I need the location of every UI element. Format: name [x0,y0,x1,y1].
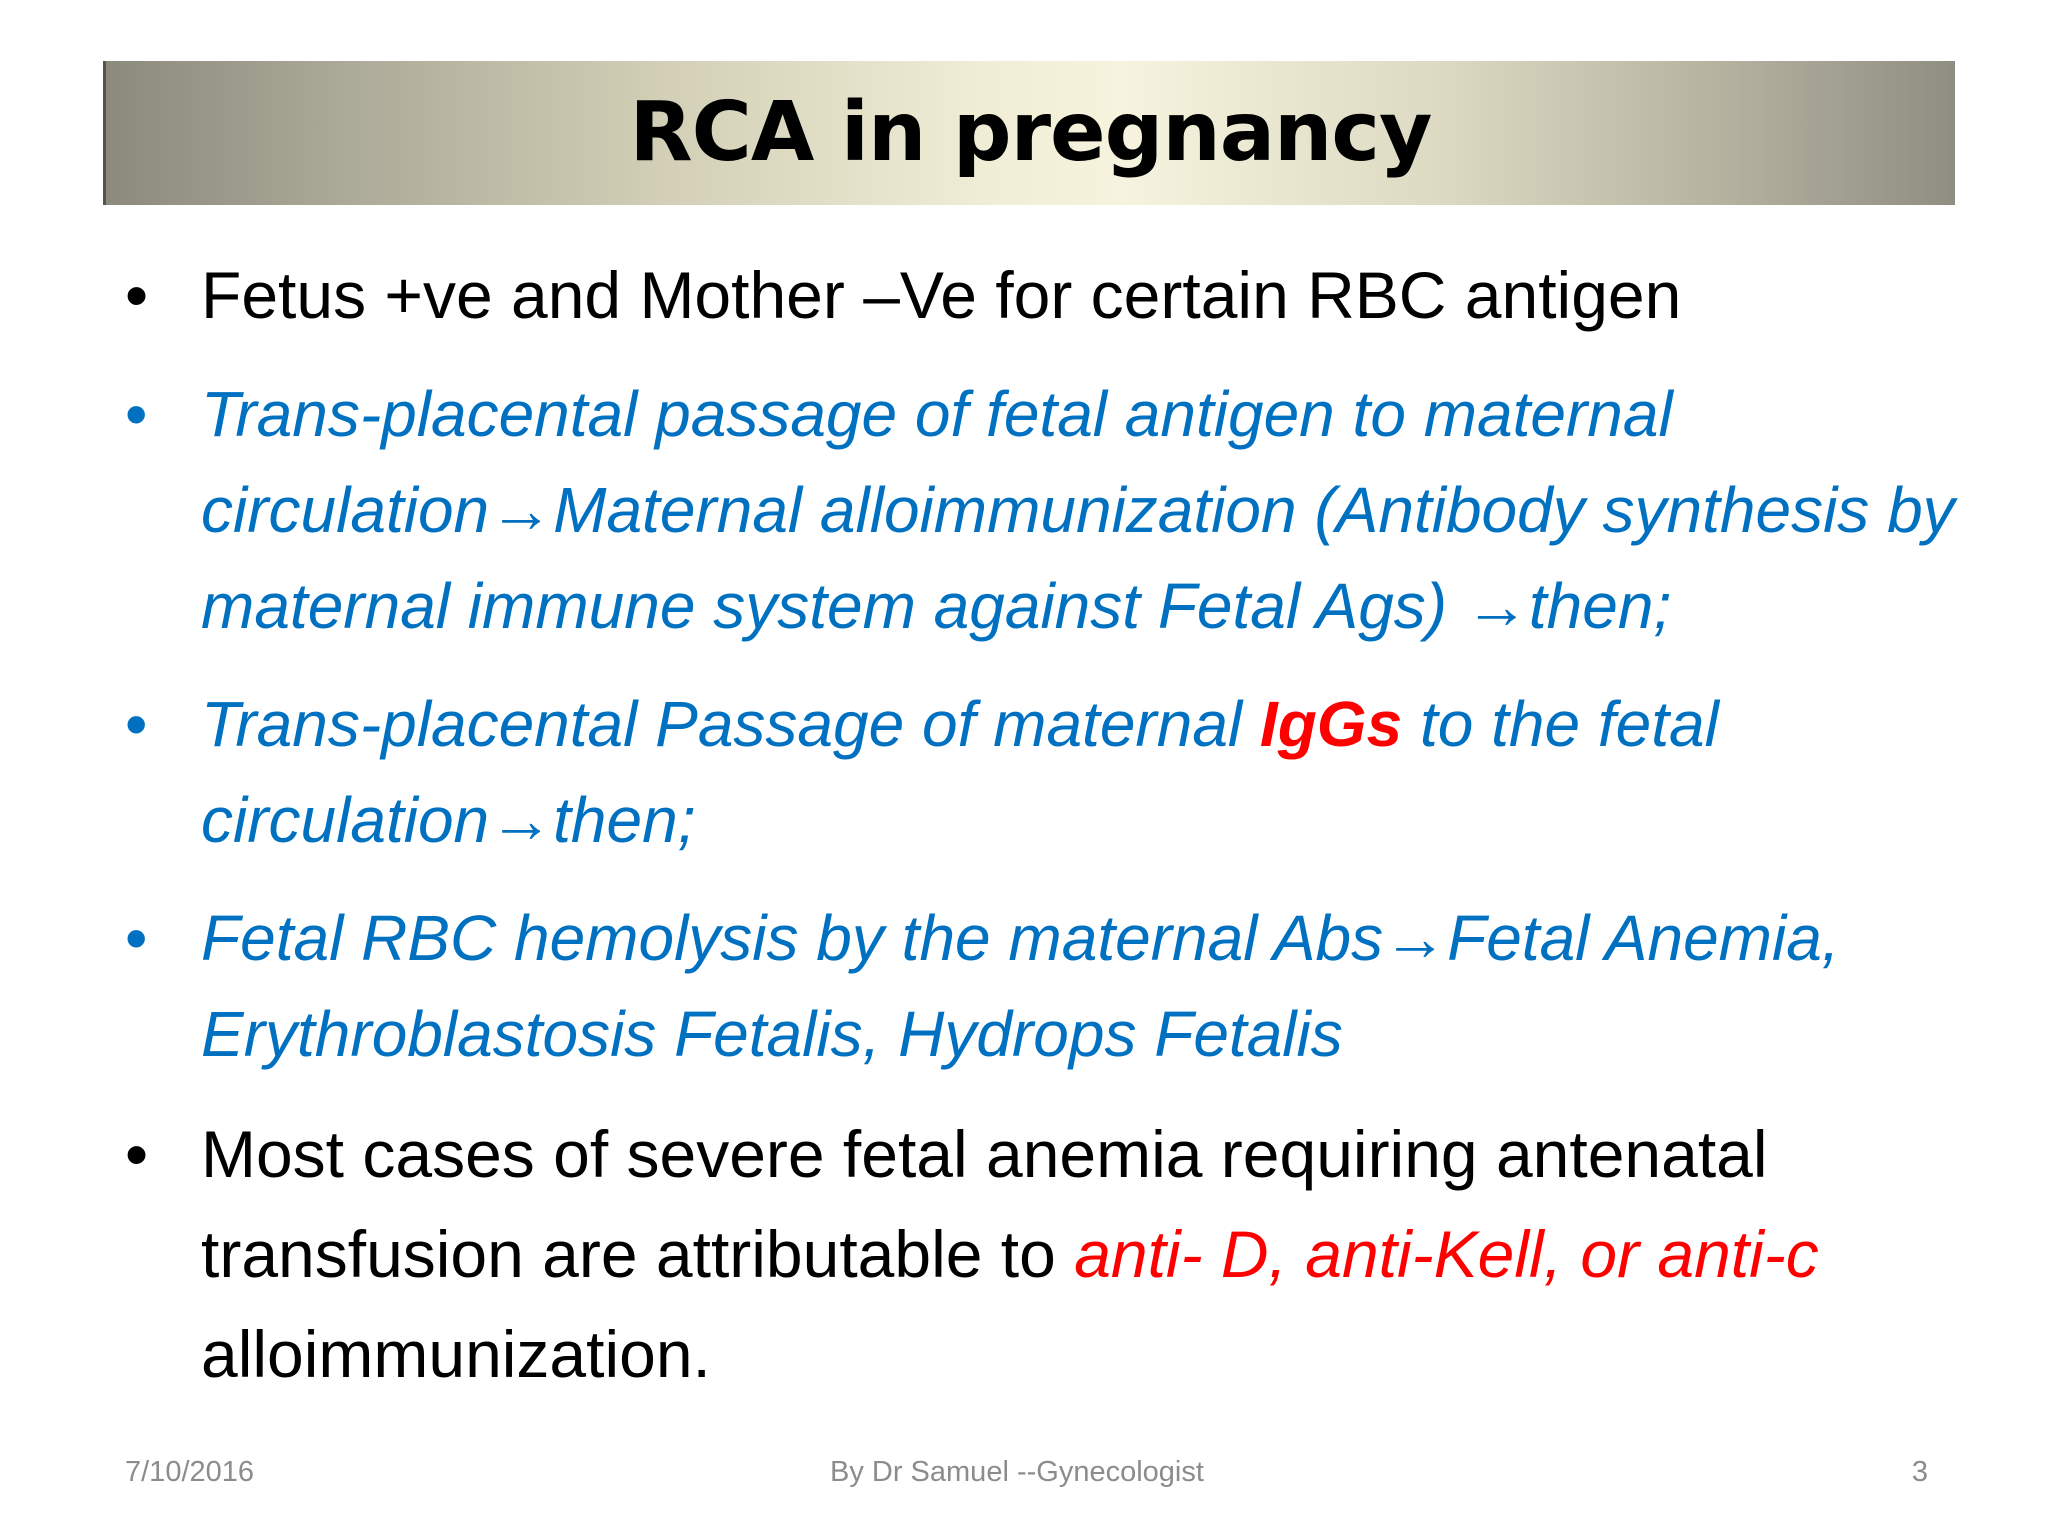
bullet-dot: • [125,258,149,332]
bullet-text-b: to the fetal circulation [201,688,1719,856]
bullet-text-a: Fetal RBC hemolysis by the maternal Abs [201,902,1384,974]
bullet-hemolysis [125,890,1955,1082]
bullet-dot: • [125,902,148,974]
bullet-severe-anemia [125,1104,1955,1404]
bullet-text-a: Most cases of severe fetal anemia requiring antenatal transfusion are attributable to [201,1117,1768,1291]
bullet-fetus-mother [125,248,1955,342]
bullet-text-a: Trans-placental passage of fetal antigen to maternal circulation [201,378,1673,546]
footer-date: 7/10/2016 [125,1456,255,1488]
slide-content [125,248,1955,1404]
bullet-dot: • [125,378,148,450]
bullet-text-c: then; [1528,570,1672,642]
bullet-text-b: alloimmunization. [201,1317,711,1391]
slide-title: RCA in pregnancy [629,85,1432,180]
arrow-right-icon: → [1464,570,1529,642]
bullet-text-b: Maternal alloimmunization (Antibody synthesis by maternal immune system against Fetal Ags) [201,474,1955,642]
footer-page-number: 3 [1911,1456,1928,1488]
bullet-transplacental-antigen [125,366,1955,654]
arrow-right-icon: → [1383,902,1448,974]
title-bar [103,61,1955,205]
bullet-text-c: then; [553,784,696,856]
igg-highlight: IgGs [1259,688,1403,760]
bullet-text-b: Fetal Anemia, Erythroblastosis Fetalis, Hydrops Fetalis [201,902,1840,1070]
bullet-dot: • [125,1117,149,1191]
footer-author: By Dr Samuel --Gynecologist [830,1456,1204,1488]
bullet-transplacental-igg [125,676,1955,868]
arrow-right-icon: → [489,474,554,546]
arrow-right-icon: → [489,784,554,856]
bullet-dot: • [125,688,148,760]
bullet-text-a: Trans-placental Passage of maternal [201,688,1260,760]
bullet-text: Fetus +ve and Mother –Ve for certain RBC antigen [201,258,1682,332]
antibody-highlight: anti- D, anti-Kell, or anti-c [1074,1217,1819,1291]
